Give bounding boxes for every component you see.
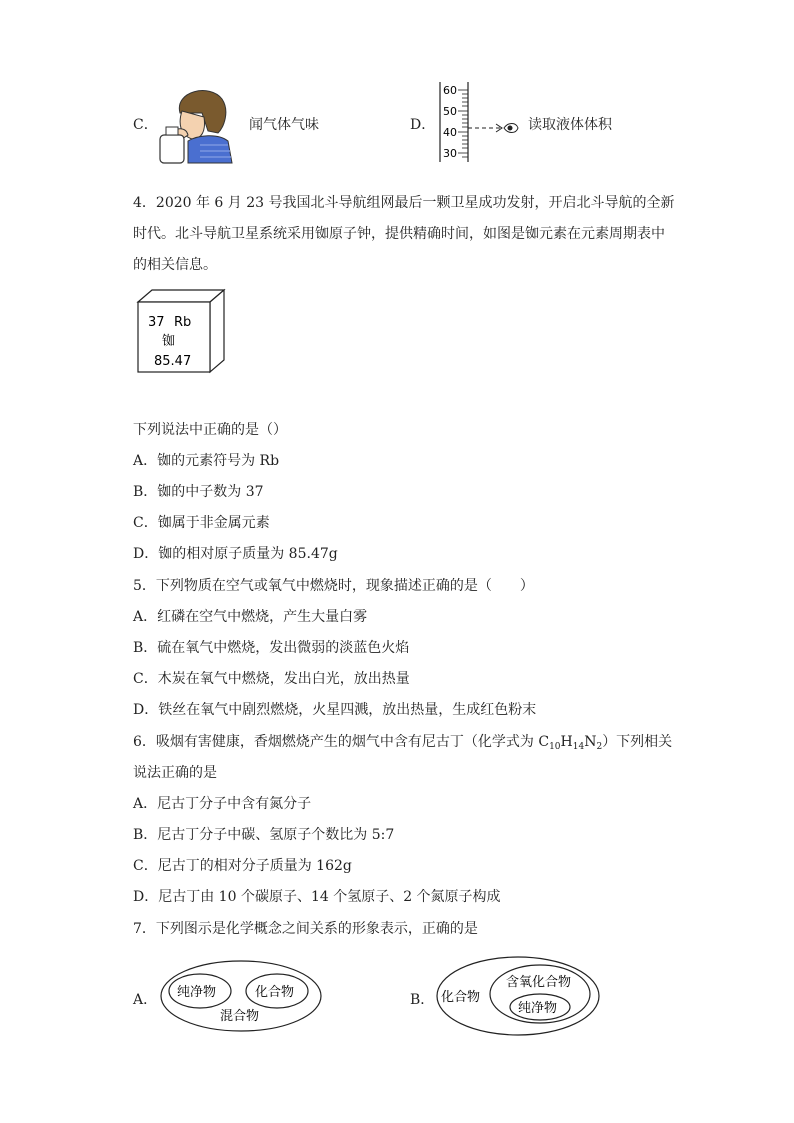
q5-stem: 5．下列物质在空气或氧气中燃烧时，现象描述正确的是（ ） xyxy=(133,578,534,594)
element-number: 37 xyxy=(148,315,165,330)
q4-question: 下列说法中正确的是（） xyxy=(133,422,287,438)
q6-option-b: B．尼古丁分子中碳、氢原子个数比为 5:7 xyxy=(133,827,395,843)
q7-option-b-letter: B． xyxy=(410,992,435,1008)
q7-option-a-diagram xyxy=(158,958,324,1034)
tick-30: 30 xyxy=(443,147,457,160)
tick-40: 40 xyxy=(443,126,457,139)
q4-stem-line2: 时代。北斗导航卫星系统采用铷原子钟，提供精确时间，如图是铷元素在元素周期表中 xyxy=(133,226,665,242)
q6-option-a: A．尼古丁分子中含有氮分子 xyxy=(133,796,312,812)
q5-option-c: C．木炭在氧气中燃烧，发出白光，放出热量 xyxy=(133,671,410,687)
option-c-caption: 闻气体气味 xyxy=(249,117,319,133)
label-oxygen-compound: 含氧化合物 xyxy=(506,975,572,990)
q7-stem: 7．下列图示是化学概念之间关系的形象表示，正确的是 xyxy=(133,921,478,937)
smell-gas-illustration xyxy=(158,83,236,165)
option-d-caption: 读取液体体积 xyxy=(528,117,612,133)
rubidium-element-cell xyxy=(136,288,226,374)
label-pure-substance-inner: 纯净物 xyxy=(518,1001,558,1016)
q4-option-a: A．铷的元素符号为 Rb xyxy=(133,453,280,469)
option-d-letter: D． xyxy=(410,117,436,133)
option-c-letter: C． xyxy=(133,117,158,133)
q7-option-a-letter: A． xyxy=(133,992,158,1008)
q5-option-a: A．红磷在空气中燃烧，产生大量白雾 xyxy=(133,609,368,625)
q4-option-b: B．铷的中子数为 37 xyxy=(133,484,264,500)
q6-stem-line2: 说法正确的是 xyxy=(133,765,217,781)
q6-option-d: D．尼古丁由 10 个碳原子、14 个氢原子、2 个氮原子构成 xyxy=(133,889,501,905)
q6-stem-line1: 6．吸烟有害健康，香烟燃烧产生的烟气中含有尼古丁（化学式为 $C_{10}H_{14}N_2$）下列相关 xyxy=(133,734,673,752)
q4-stem-line1: 4．2020 年 6 月 23 号我国北斗导航组网最后一颗卫星成功发射，开启北斗导航的全新 xyxy=(133,195,675,211)
q5-option-b: B．硫在氧气中燃烧，发出微弱的淡蓝色火焰 xyxy=(133,640,410,656)
label-compound-outer: 化合物 xyxy=(441,990,481,1005)
element-symbol: Rb xyxy=(174,315,192,330)
q4-stem-line3: 的相关信息。 xyxy=(133,257,217,273)
label-mixture: 混合物 xyxy=(220,1009,260,1024)
graduated-cylinder-illustration xyxy=(436,82,526,164)
label-pure-substance: 纯净物 xyxy=(177,985,217,1000)
q5-option-d: D．铁丝在氧气中剧烈燃烧，火星四溅，放出热量，生成红色粉末 xyxy=(133,702,537,718)
tick-50: 50 xyxy=(443,105,457,118)
tick-60: 60 xyxy=(443,84,457,97)
label-compound: 化合物 xyxy=(255,985,295,1000)
q7-option-b-diagram xyxy=(434,954,602,1038)
element-name: 铷 xyxy=(162,334,176,349)
q4-option-c: C．铷属于非金属元素 xyxy=(133,515,270,531)
element-mass: 85.47 xyxy=(154,354,192,369)
q4-option-d: D．铷的相对原子质量为 85.47g xyxy=(133,546,338,562)
q6-option-c: C．尼古丁的相对分子质量为 162g xyxy=(133,858,352,874)
